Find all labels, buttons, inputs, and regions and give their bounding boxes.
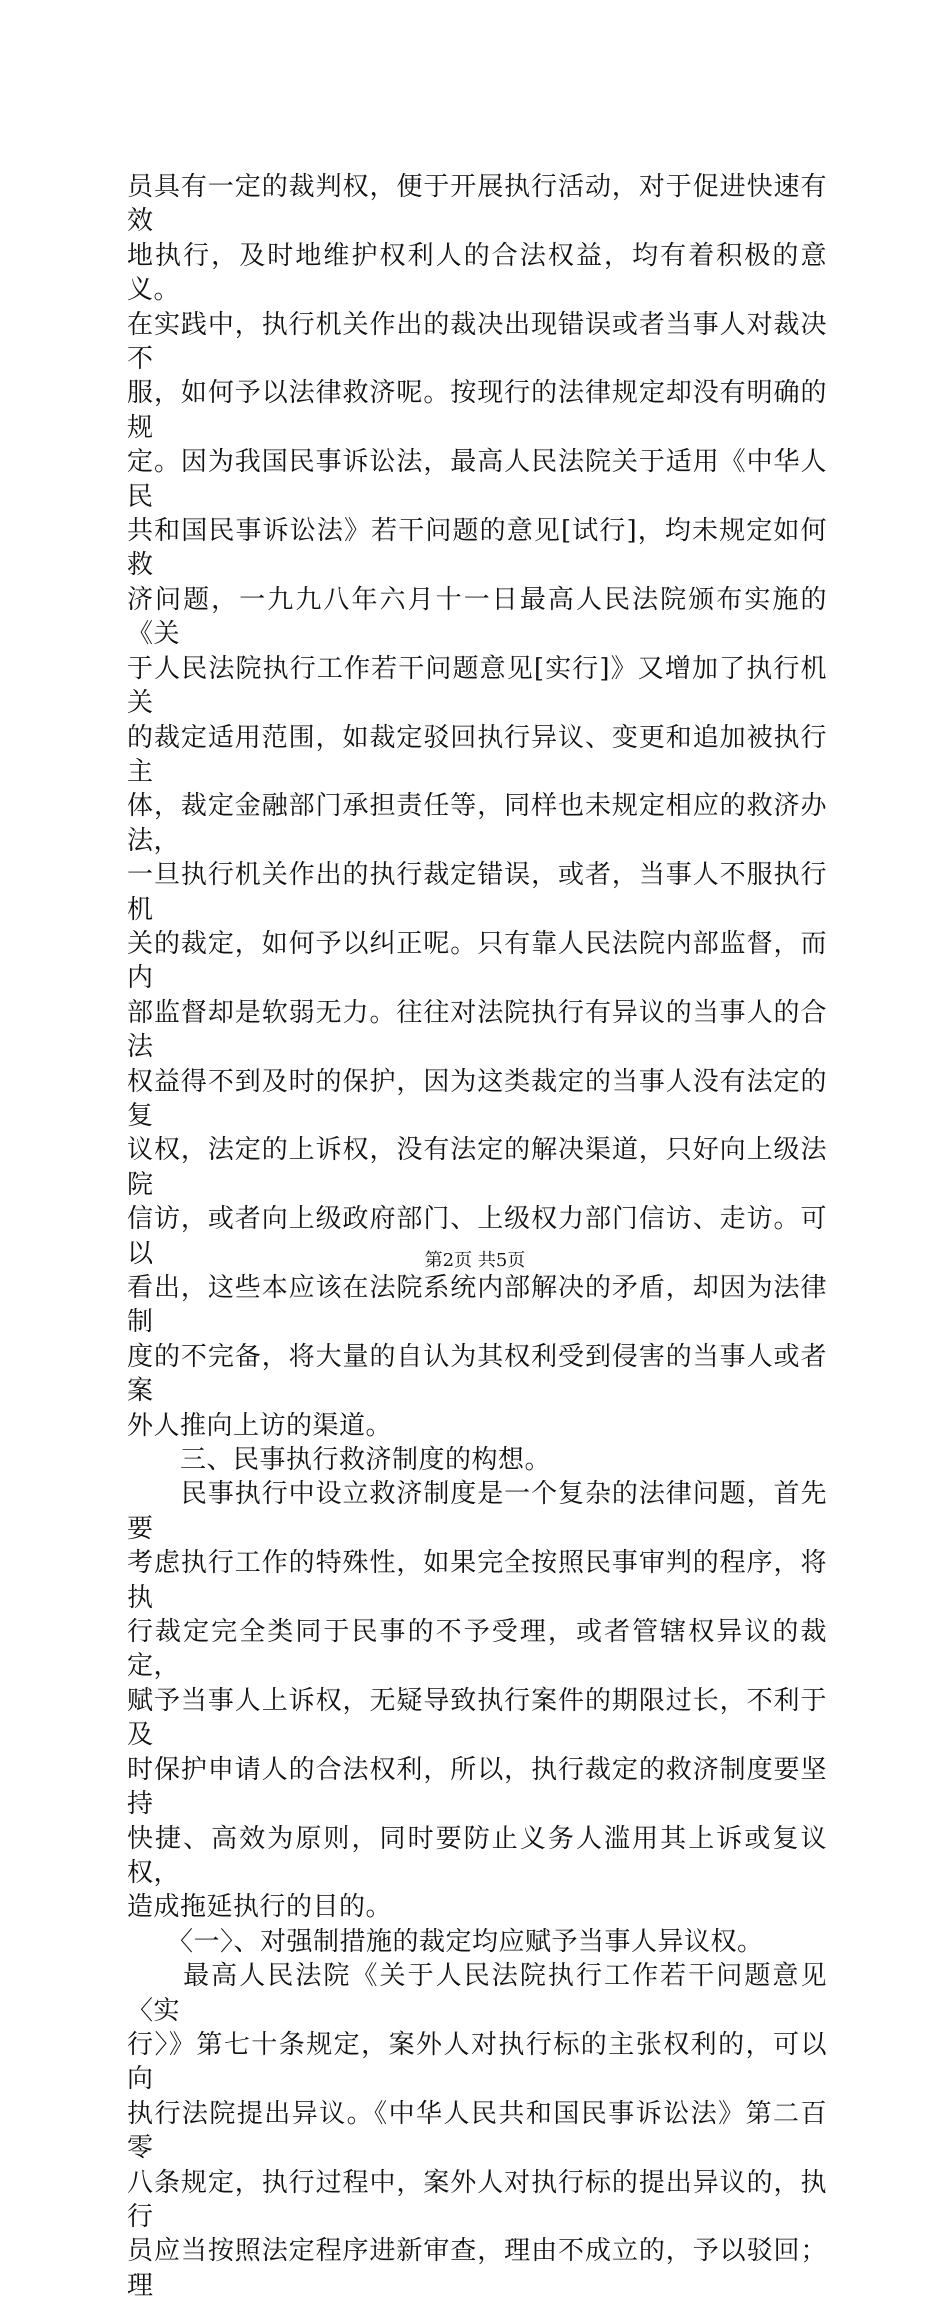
text-line: 员具有一定的裁判权，便于开展执行活动，对于促进快速有效: [127, 172, 827, 237]
text-line: 〈一〉、对强制措施的裁定均应赋予当事人异议权。: [127, 1926, 764, 1957]
text-line: 于人民法院执行工作若干问题意见[实行]》又增加了执行机关: [127, 653, 827, 719]
text-line: 员应当按照法定程序进新审查，理由不成立的，予以驳回；理: [127, 2236, 827, 2301]
text-line: 共和国民事诉讼法》若干问题的意见[试行]，均未规定如何救: [127, 516, 827, 581]
text-line: 执行法院提出异议。《中华人民共和国民事诉讼法》第二百零: [127, 2098, 827, 2164]
text-line: 信访，或者向上级政府部门、上级权力部门信访、走访。可以: [127, 1204, 827, 1269]
text-line: 体，裁定金融部门承担责任等，同样也未规定相应的救济办法，: [127, 791, 827, 856]
text-line: 看出，这些本应该在法院系统内部解决的矛盾，却因为法律制: [127, 1273, 827, 1338]
text-line: 一旦执行机关作出的执行裁定错误，或者，当事人不服执行机: [127, 860, 827, 925]
text-line: 赋予当事人上诉权，无疑导致执行案件的期限过长，不利于及: [127, 1685, 827, 1751]
text-line: 行裁定完全类同于民事的不予受理，或者管辖权异议的裁定，: [127, 1617, 827, 1682]
text-line: 时保护申请人的合法权利，所以，执行裁定的救济制度要坚持: [127, 1754, 827, 1820]
text-line: 考虑执行工作的特殊性，如果完全按照民事审判的程序，将执: [127, 1548, 827, 1613]
text-line: 服，如何予以法律救济呢。按现行的法律规定却没有明确的规: [127, 378, 827, 443]
text-line: 度的不完备，将大量的自认为其权利受到侵害的当事人或者案: [127, 1341, 827, 1407]
text-line: 部监督却是软弱无力。往往对法院执行有异议的当事人的合法: [127, 997, 827, 1063]
text-line: 行〉》第七十条规定，案外人对执行标的主张权利的，可以向: [127, 2029, 827, 2095]
text-line: 造成拖延执行的目的。: [127, 1892, 393, 1923]
text-line: 的裁定适用范围，如裁定驳回执行异议、变更和追加被执行主: [127, 722, 827, 787]
text-line: 最高人民法院《关于人民法院执行工作若干问题意见〈实: [127, 1961, 827, 2026]
page-footer: 第2页 共5页: [424, 1250, 526, 1271]
text-line: 民事执行中设立救济制度是一个复杂的法律问题，首先要: [127, 1479, 827, 1544]
text-line: 地执行，及时地维护权利人的合法权益，均有着积极的意义。: [127, 240, 827, 306]
text-line: 权益得不到及时的保护，因为这类裁定的当事人没有法定的复: [127, 1066, 827, 1131]
text-line: 济问题，一九九八年六月十一日最高人民法院颁布实施的《关: [127, 584, 827, 650]
text-line: 快捷、高效为原则，同时要防止义务人滥用其上诉或复议权，: [127, 1823, 827, 1888]
text-line: 三、民事执行救济制度的构想。: [127, 1445, 552, 1476]
text-line: 议权，法定的上诉权，没有法定的解决渠道，只好向上级法院: [127, 1135, 827, 1200]
text-line: 在实践中，执行机关作出的裁决出现错误或者当事人对裁决不: [127, 309, 827, 375]
text-line: 关的裁定，如何予以纠正呢。只有靠人民法院内部监督，而内: [127, 928, 827, 994]
text-line: 定。因为我国民事诉讼法，最高人民法院关于适用《中华人民: [127, 447, 827, 512]
text-line: 八条规定，执行过程中，案外人对执行标的提出异议的，执行: [127, 2167, 827, 2232]
text-line: 外人推向上访的渠道。: [127, 1410, 393, 1441]
body-text: [127, 170, 827, 2303]
